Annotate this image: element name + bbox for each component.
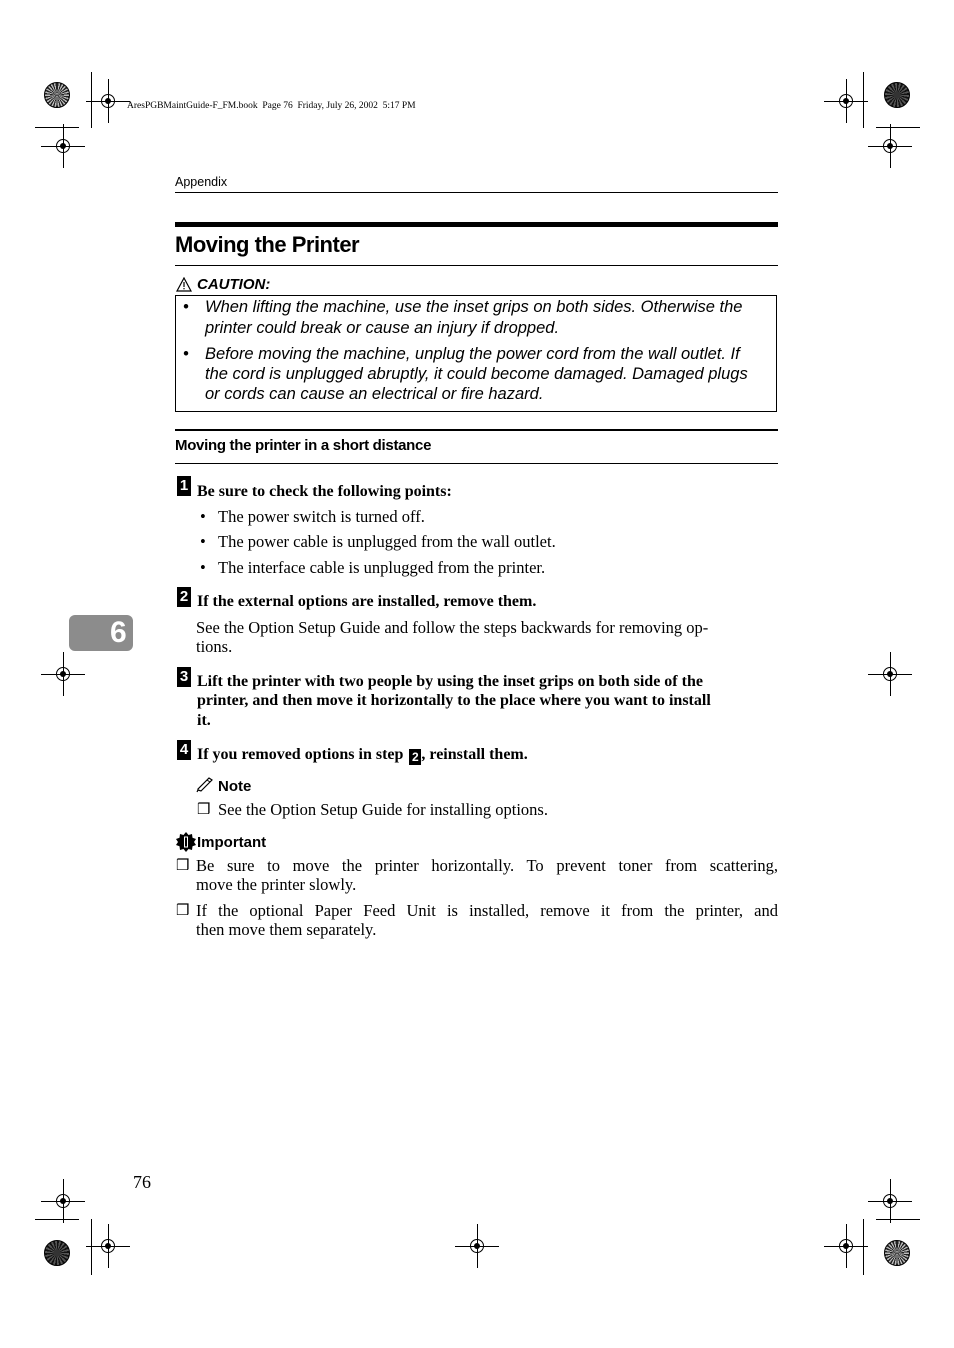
- checkbox-bullet-icon: ❒: [176, 858, 190, 874]
- important-item-line: move the printer slowly.: [196, 875, 357, 894]
- print-header-meta: AresPGBMaintGuide-F_FM.book Page 76 Friday, July 26, 2002 5:17 PM: [127, 101, 416, 111]
- section-subheading: Moving the printer in a short distance: [175, 437, 432, 454]
- important-label: Important: [197, 834, 267, 851]
- running-head-rule: [175, 192, 778, 193]
- caution-label: CAUTION:: [197, 276, 271, 293]
- step-reference-badge: 2: [409, 749, 421, 765]
- step-text-before: If you removed options in step: [197, 746, 404, 763]
- step-instruction: [197, 745, 528, 765]
- caution-item-line: printer could break or cause an injury if dropped.: [205, 319, 560, 337]
- step-number-badge: 2: [177, 587, 191, 607]
- step-instruction: If the external options are installed, remove them.: [197, 593, 537, 610]
- crop-mark: [863, 72, 864, 128]
- important-item-line: then move them separately.: [196, 920, 377, 939]
- registration-wheel-icon: [44, 1240, 70, 1266]
- list-bullet: •: [200, 558, 206, 577]
- crop-mark: [35, 127, 79, 128]
- note-item: See the Option Setup Guide for installing options.: [218, 800, 548, 819]
- step-text-after: , reinstall them.: [421, 746, 528, 763]
- caution-item-line: Before moving the machine, unplug the power cord from the wall outlet. If: [205, 345, 740, 363]
- crop-mark: [91, 72, 92, 128]
- crop-mark: [91, 1219, 92, 1275]
- crop-mark: [863, 1219, 864, 1275]
- step-number-badge: 4: [177, 740, 191, 760]
- step-body-line: See the Option Setup Guide and follow the steps backwards for removing op-: [196, 618, 709, 637]
- subheading-bottom-rule: [175, 463, 778, 464]
- registration-wheel-icon: [884, 82, 910, 108]
- list-item: The interface cable is unplugged from the printer.: [218, 558, 546, 577]
- checkbox-bullet-icon: ❒: [197, 802, 211, 818]
- step-number-badge: 1: [177, 476, 191, 496]
- title-bottom-rule: [175, 265, 778, 266]
- running-head: Appendix: [175, 175, 228, 189]
- pencil-icon: [196, 777, 214, 798]
- caution-item-line: the cord is unplugged abruptly, it could become damaged. Damaged plugs: [205, 365, 748, 383]
- page-number: 76: [133, 1172, 151, 1192]
- title-top-rule: [175, 222, 778, 227]
- caution-bullet: •: [183, 298, 189, 316]
- step-instruction-line: it.: [197, 712, 211, 729]
- subheading-top-rule: [175, 429, 778, 431]
- chapter-tab-number: 6: [110, 616, 127, 649]
- important-item-line: If the optional Paper Feed Unit is installed, remove it from the printer, and: [196, 901, 778, 920]
- list-bullet: •: [200, 532, 206, 551]
- registration-wheel-icon: [44, 82, 70, 108]
- step-number-badge: 3: [177, 667, 191, 687]
- list-item: The power switch is turned off.: [218, 507, 425, 526]
- important-badge-icon: [176, 832, 196, 857]
- list-item: The power cable is unplugged from the wall outlet.: [218, 532, 556, 551]
- caution-item-line: When lifting the machine, use the inset grips on both sides. Otherwise the: [205, 298, 743, 316]
- crop-mark: [876, 1219, 920, 1220]
- important-item-line: Be sure to move the printer horizontally. To prevent toner from scattering,: [196, 856, 778, 875]
- step-instruction-line: printer, and then move it horizontally to the place where you want to install: [197, 692, 711, 709]
- step-instruction-line: Lift the printer with two people by using the inset grips on both side of the: [197, 673, 703, 690]
- crop-mark: [876, 127, 920, 128]
- step-instruction: Be sure to check the following points:: [197, 483, 452, 500]
- registration-wheel-icon: [884, 1240, 910, 1266]
- step-body-line: tions.: [196, 637, 233, 656]
- caution-bullet: •: [183, 345, 189, 363]
- crop-mark: [35, 1219, 79, 1220]
- caution-item-line: or cords can cause an electrical or fire hazard.: [205, 385, 544, 403]
- note-label: Note: [218, 778, 252, 795]
- checkbox-bullet-icon: ❒: [176, 903, 190, 919]
- page-title: Moving the Printer: [175, 232, 360, 257]
- list-bullet: •: [200, 507, 206, 526]
- warning-triangle-icon: [176, 277, 192, 297]
